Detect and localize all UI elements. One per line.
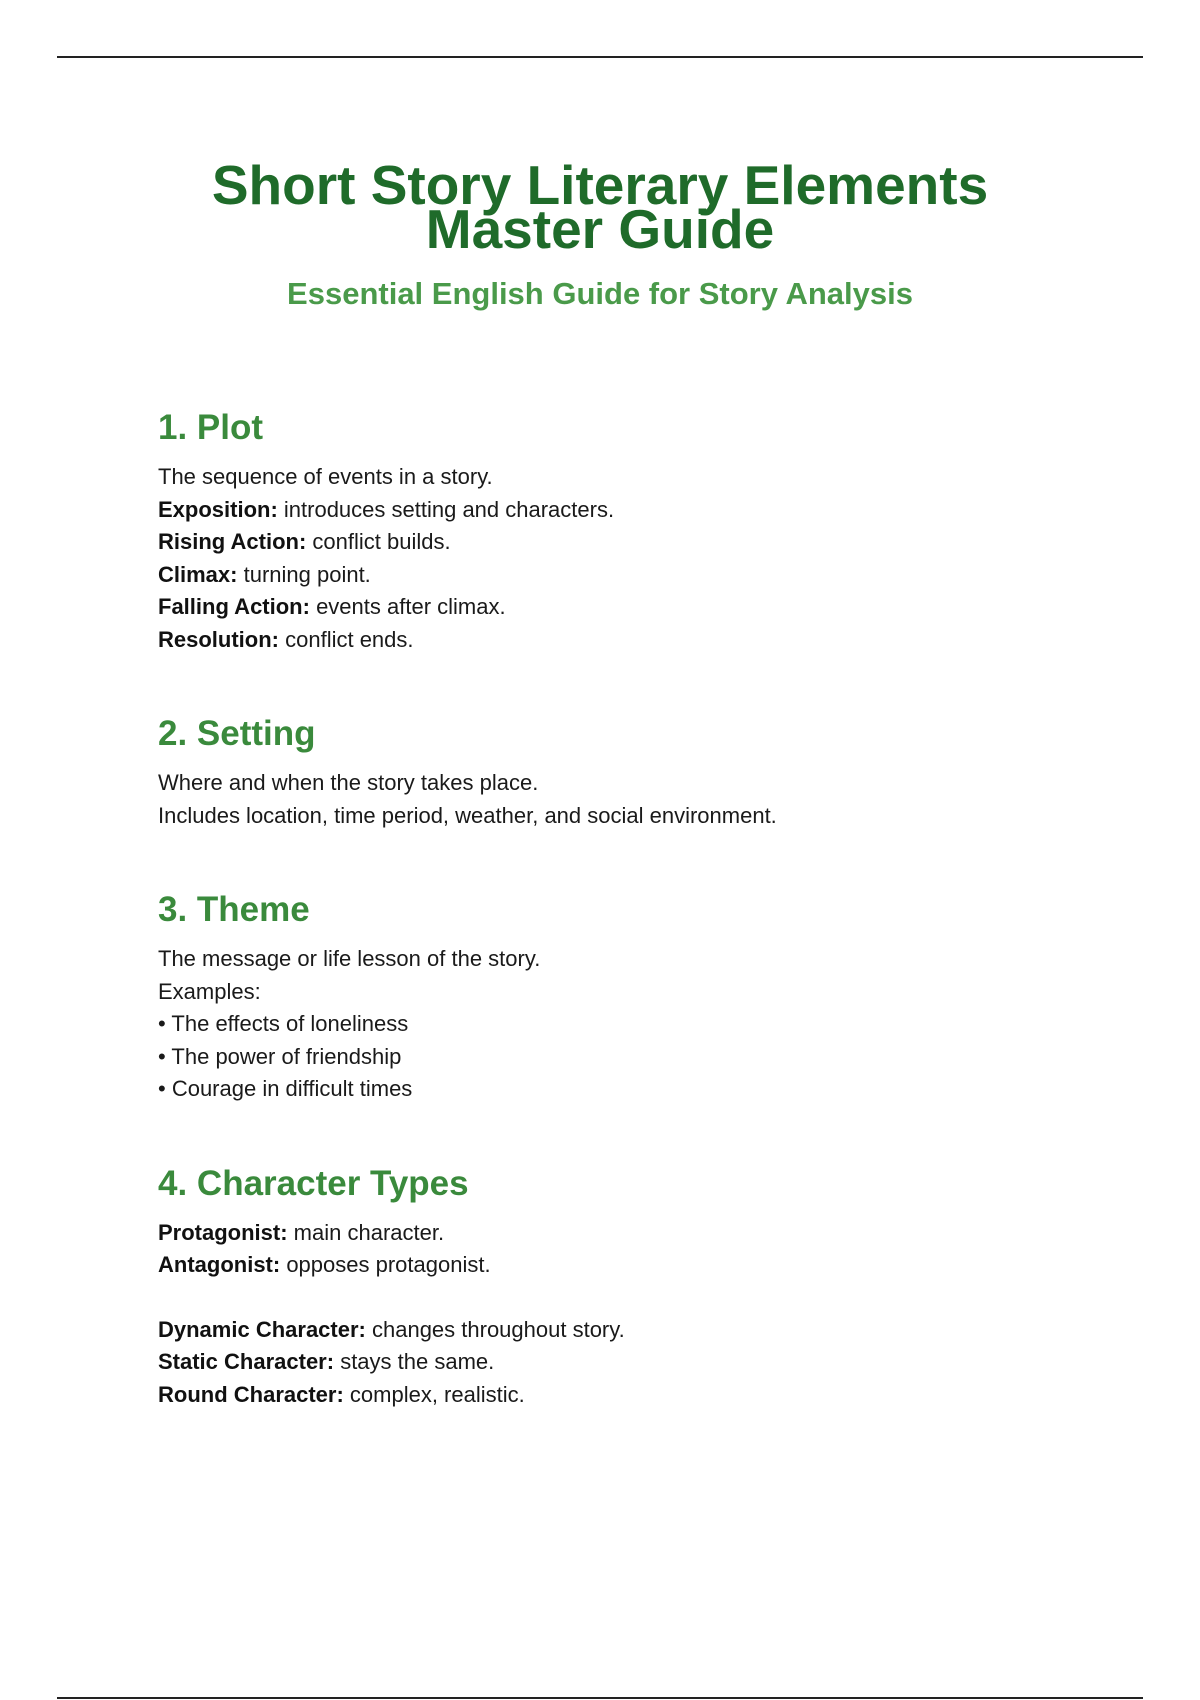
bottom-divider [57, 1697, 1143, 1699]
character-item [158, 1314, 1138, 1347]
term: Antagonist: [158, 1252, 281, 1277]
character-item [158, 1346, 1138, 1379]
setting-line: Includes location, time period, weather, and social environment. [158, 802, 777, 828]
section-heading-character-types: 4. Character Types [158, 1163, 469, 1203]
definition: stays the same. [334, 1349, 495, 1374]
term: Rising Action: [158, 529, 307, 554]
term: Climax: [158, 561, 238, 587]
section-heading-setting: 2. Setting [158, 714, 316, 753]
theme-example: • Courage in difficult times [158, 1076, 413, 1101]
top-divider [57, 56, 1143, 58]
character-item [158, 1217, 1138, 1250]
section-heading-theme: 3. Theme [158, 890, 310, 929]
term: Resolution: [158, 626, 279, 652]
plot-intro: The sequence of events in a story. [158, 464, 493, 489]
plot-item [158, 494, 1138, 527]
plot-item [158, 559, 1138, 592]
term: Exposition: [158, 496, 278, 522]
plot-item [158, 591, 1138, 624]
section-plot [158, 405, 1138, 656]
definition: events after climax. [309, 594, 506, 619]
character-item [158, 1249, 1138, 1282]
term: Static Character: [158, 1349, 335, 1374]
definition: conflict ends. [279, 626, 414, 652]
plot-item [158, 526, 1138, 559]
definition: complex, realistic. [343, 1381, 525, 1407]
term: Protagonist: [158, 1219, 288, 1245]
document-subtitle: Essential English Guide for Story Analysis [287, 276, 913, 311]
section-setting [158, 711, 1138, 832]
title-line-2: Master Guide [425, 198, 775, 260]
title-line-1: Short Story Literary Elements [211, 154, 989, 216]
definition: introduces setting and characters. [277, 496, 615, 522]
definition: opposes protagonist. [280, 1252, 491, 1277]
term: Dynamic Character: [158, 1316, 366, 1342]
section-theme [158, 887, 1138, 1106]
theme-example: • The effects of loneliness [158, 1011, 409, 1036]
section-character-types [158, 1161, 1138, 1412]
group-spacer [158, 1282, 1138, 1314]
theme-example: • The power of friendship [158, 1043, 402, 1069]
definition: turning point. [237, 561, 371, 587]
document-body [158, 405, 1138, 1411]
theme-examples-label: Examples: [158, 978, 261, 1004]
term: Round Character: [158, 1381, 344, 1407]
section-heading-plot: 1. Plot [158, 408, 264, 447]
theme-intro: The message or life lesson of the story. [158, 946, 541, 971]
definition: conflict builds. [306, 529, 451, 554]
definition: main character. [287, 1219, 445, 1245]
character-item [158, 1379, 1138, 1412]
term: Falling Action: [158, 594, 310, 619]
document-title [0, 154, 1200, 260]
definition: changes throughout story. [365, 1316, 625, 1342]
plot-item [158, 624, 1138, 657]
setting-line: Where and when the story takes place. [158, 770, 539, 795]
document-header [0, 154, 1200, 313]
